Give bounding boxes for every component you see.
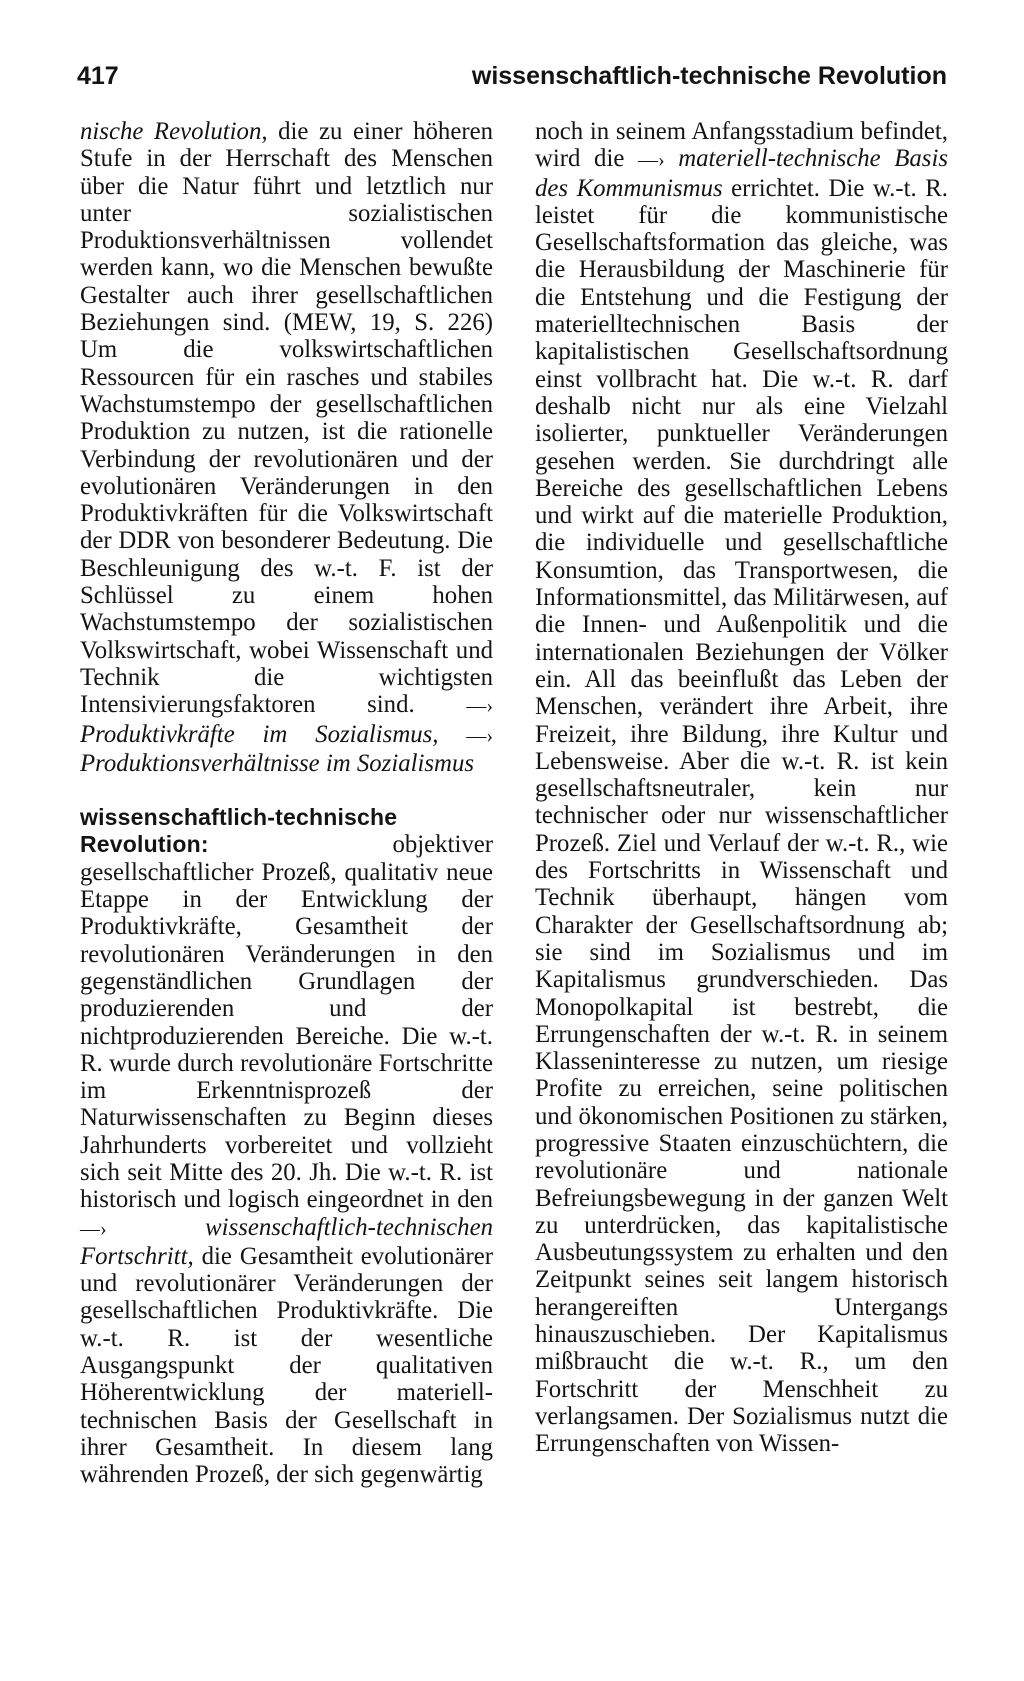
body-text: noch in seinem Anfangsstadium befindet, wird die xyxy=(535,118,948,173)
left-column xyxy=(80,118,493,1489)
body-text: die Gesamtheit evolutionärer und revolutionärer Veränderungen der gesellschaftlichen Produktivkräfte. Die w.-t. R. ist der wesentliche Ausgangspunkt der qualitativen Höherentwicklung der materiell-technischen Basis der Gesellschaft in ihrer Gesamtheit. In diesem lang währenden Prozeß, der sich gegenwärtig xyxy=(80,1242,493,1489)
dictionary-entry xyxy=(80,804,493,1488)
cross-reference: Produktionsverhältnisse im Sozialismus xyxy=(80,749,475,777)
arrow-icon: —› xyxy=(466,724,493,747)
continuation-paragraph xyxy=(80,118,493,777)
entry-headword: wissenschaftlich-technische Revolution: xyxy=(80,804,398,858)
cross-reference: wissenschaftlich-technischen Fortschritt, xyxy=(80,1213,493,1270)
page-number: 417 xyxy=(77,62,119,90)
running-head: wissenschaftlich-technische Revolution xyxy=(471,62,947,90)
body-text: errichtet. Die w.-t. R. leistet für die kommunistische Gesellschaftsformation das gleiche, was die Herausbildung der Maschinerie für die Entstehung und die Festigung der materielltechnischen Basis der kapitalistischen Gesellschaftsordnung einst vollbracht hat. Die w.-t. R. darf deshalb nicht nur als eine Vielzahl isolierter, punktueller Veränderungen gesehen werden. Sie durchdringt alle Bereiche des gesellschaftlichen Lebens und wirkt auf die materielle Produktion, die individuelle und gesellschaftliche Konsumtion, das Transportwesen, die Informationsmittel, das Militärwesen, auf die Innen- und Außenpolitik und die internationalen Beziehungen der Völker ein. All das beeinflußt das Leben der Menschen, verändert ihre Arbeit, ihre Freizeit, ihre Bildung, ihre Kultur und Lebensweise. Aber die w.-t. R. ist kein gesellschaftsneutraler, kein nur technischer oder nur wissenschaftlicher Prozeß. Ziel und Verlauf der w.-t. R., wie des Fortschritts in Wissenschaft und Technik überhaupt, hängen vom Charakter der Gesellschaftsordnung ab; sie sind im Sozialismus und im Kapitalismus grundverschieden. Das Monopolkapital ist bestrebt, die Errungenschaften der w.-t. R. in seinem Klasseninteresse zu nutzen, um riesige Profite zu erreichen, seine politischen und ökonomischen Positionen zu stärken, progressive Staaten einzuschüchtern, die revolutionäre und nationale Befreiungsbewegung in der ganzen Welt zu unterdrücken, das kapitalistische Ausbeutungssystem zu erhalten und den Zeitpunkt seines seit langem historisch herangereiften Untergangs hinauszuschieben. Der Kapitalismus mißbraucht die w.-t. R., um den Fortschritt der Menschheit zu verlangsamen. Der Sozialismus nutzt die Errungenschaften von Wissen- xyxy=(535,174,948,1458)
arrow-icon: —› xyxy=(466,695,493,718)
arrow-icon: —› xyxy=(80,1217,107,1240)
body-text: die zu einer höheren Stufe in der Herrschaft des Menschen über die Natur führt und letztlich nur unter sozialistischen Produktionsverhältnissen vollendet werden kann, wo die Menschen bewußte Gestalter auch ihrer gesellschaftlichen Beziehungen sind. (MEW, 19, S. 226) Um die volkswirtschaftlichen Ressourcen für ein rasches und stabiles Wachstumstempo der gesellschaftlichen Produktion zu nutzen, ist die rationelle Verbindung der revolutionären und der evolutionären Veränderungen in den Produktivkräften für die Volkswirtschaft der DDR von besonderer Bedeutung. Die Beschleunigung des w.-t. F. ist der Schlüssel zu einem hohen Wachstumstempo der sozialistischen Volkswirtschaft, wobei Wissenschaft und Technik die wichtigsten Intensivierungsfaktoren sind. xyxy=(80,118,494,719)
continuation-paragraph xyxy=(535,118,948,1458)
right-column xyxy=(535,118,948,1458)
body-text: objektiver gesellschaftlicher Prozeß, qualitativ neue Etappe in der Entwicklung der Produktivkräfte, Gesamtheit der revolutionären Veränderungen in den gegenständlichen Grundlagen der produzierenden und der nichtproduzierenden Bereiche. Die w.-t. R. wurde durch revolutionäre Fortschritte im Erkenntnisprozeß der Naturwissenschaften zu Beginn dieses Jahrhunderts vorbereitet und vollzieht sich seit Mitte des 20. Jh. Die w.-t. R. ist historisch und logisch eingeordnet in den xyxy=(80,831,493,1214)
arrow-icon: —› xyxy=(637,149,665,172)
cross-reference: Produktivkräfte im Sozialismus, xyxy=(80,720,467,748)
italic-text: nische Revolution, xyxy=(80,118,268,145)
cross-reference: materiell-technische Basis des Kommunismus xyxy=(535,145,948,202)
